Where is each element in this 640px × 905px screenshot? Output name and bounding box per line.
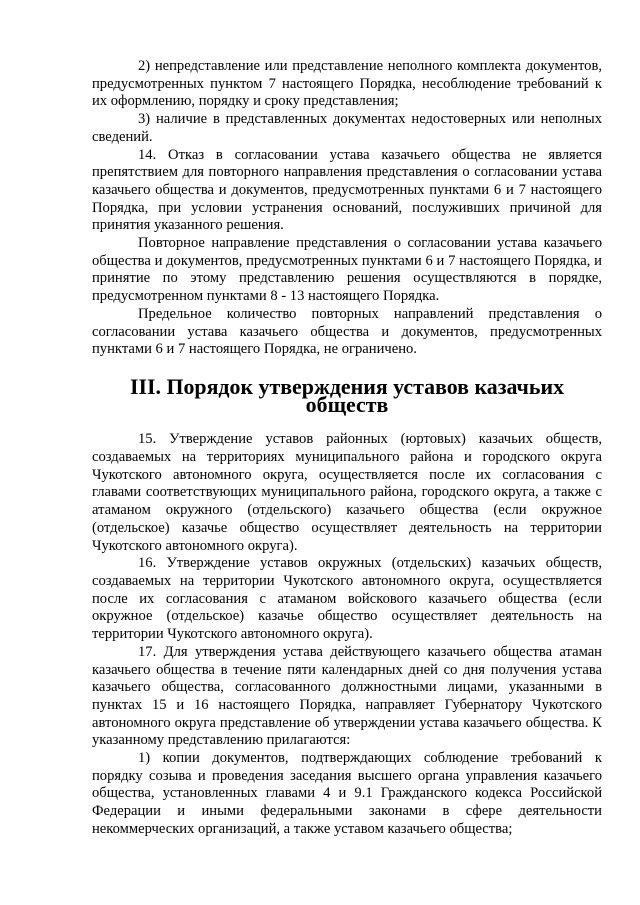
paragraph-17-approval-submission: 17. Для утверждения устава действующего казачьего общества атаман казачьего общества в течение пяти календарных дней со дня получения устава казачьего общества, согласованного должностными лицами, указанными в пунктах 15 и 16 настоящего Порядка, направляет Губернатору Чукотского автономного округа представление об утверждении устава казачьего общества. К указанному представлению прилагаются:	[92, 643, 602, 749]
paragraph-15-district-societies: 15. Утверждение уставов районных (юртовых) казачьих обществ, создаваемых на территориях муниципального района и городского округа Чукотского автономного округа, осуществляется после их согласования с главами соответствующих муниципального района, городского округа, а также с атаманом окружного (отдельского) казачьего общества (если окружное (отдельское) казачье общество осуществляет деятельность на территории Чукотского автономного округа).	[92, 431, 602, 554]
paragraph-item-3-unreliable-information: 3) наличие в представленных документах недостоверных или неполных сведений.	[92, 111, 602, 145]
paragraph-submission-limit: Предельное количество повторных направлений представления о согласовании устава казачьего общества и документов, предусмотренных пунктами 6 и 7 настоящего Порядка, не ограничено.	[92, 305, 602, 358]
paragraph-14-refusal-not-obstacle: 14. Отказ в согласовании устава казачьего общества не является препятствием для повторного направления представления о согласовании устава казачьего общества и документов, предусмотренных пунктами 6 и 7 настоящего Порядка, при условии устранения оснований, послуживших причиной для принятия указанного решения.	[92, 146, 602, 234]
paragraph-16-regional-societies: 16. Утверждение уставов окружных (отдельских) казачьих обществ, создаваемых на территории Чукотского автономного округа, осуществляется после их согласования с атаманом войскового казачьего общества (если окружное (отдельское) казачье общество осуществляет деятельность на территории Чукотского автономного округа).	[92, 555, 602, 643]
paragraph-item-1-document-copies: 1) копии документов, подтверждающих соблюдение требований к порядку созыва и проведения заседания высшего органа управления казачьего общества, установленных главами 4 и 9.1 Гражданского кодекса Российской Федерации и иными федеральными законами в сфере деятельности некоммерческих организаций, а также уставом казачьего общества;	[92, 750, 602, 837]
paragraph-repeated-submission: Повторное направление представления о согласовании устава казачьего общества и документов, предусмотренных пунктами 6 и 7 настоящего Порядка, и принятие по этому представлению решения осуществляются в порядке, предусмотренном пунктами 8 - 13 настоящего Порядка.	[92, 235, 602, 305]
paragraph-item-2-incomplete-documents: 2) непредставление или представление неполного комплекта документов, предусмотренных пунктом 7 настоящего Порядка, несоблюдение требований к их оформлению, порядку и сроку представления;	[92, 58, 602, 110]
document-page	[92, 58, 602, 839]
section-heading: III. Порядок утверждения уставов казачьих обществ	[129, 373, 565, 417]
